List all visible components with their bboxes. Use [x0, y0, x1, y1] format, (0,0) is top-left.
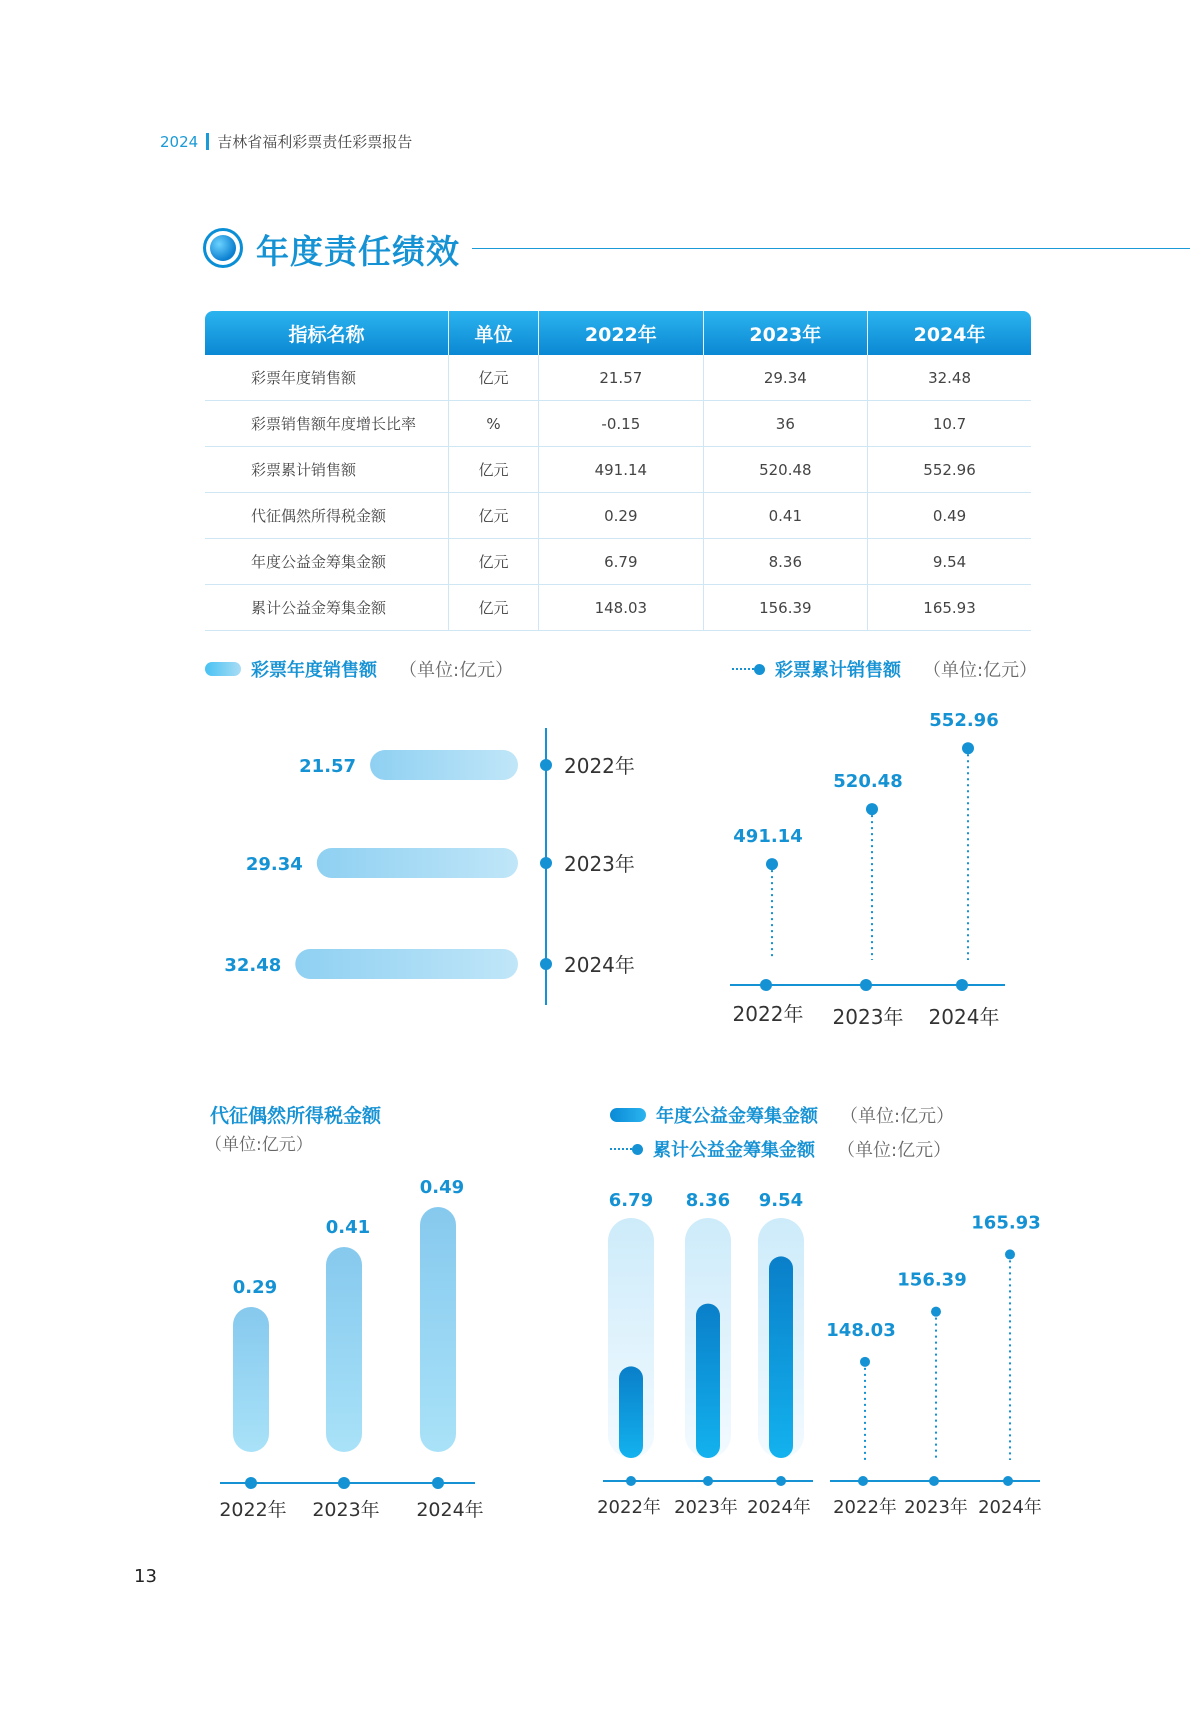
- tax-chart-title: 代征偶然所得税金额: [210, 1105, 382, 1127]
- table-cell: 亿元: [449, 539, 539, 585]
- bar: [769, 1256, 793, 1458]
- tick-label: 2024年: [978, 1497, 1042, 1518]
- tick-label: 2022年: [597, 1497, 661, 1518]
- tick-label: 2022年: [219, 1499, 287, 1521]
- section-title: 年度责任绩效: [256, 232, 460, 271]
- axis-dot: [626, 1476, 636, 1486]
- data-label: 21.57: [299, 756, 357, 777]
- table-cell: 156.39: [703, 585, 868, 631]
- table-cell: 彩票销售额年度增长比率: [205, 401, 449, 447]
- bar: [295, 949, 518, 979]
- axis-dot: [245, 1477, 257, 1489]
- table-cell: 0.41: [703, 493, 868, 539]
- data-label: 29.34: [245, 854, 303, 875]
- table-cell: 21.57: [539, 355, 704, 401]
- table-header: 2023年: [703, 311, 868, 355]
- data-label: 156.39: [897, 1269, 967, 1291]
- table-cell: 8.36: [703, 539, 868, 585]
- table-header: 2024年: [868, 311, 1031, 355]
- axis-dot: [1003, 1476, 1013, 1486]
- table-header: 单位: [449, 311, 539, 355]
- data-label: 9.54: [758, 1190, 804, 1211]
- tick-label: 2024年: [564, 953, 635, 977]
- table-cell: 亿元: [449, 585, 539, 631]
- header-year: 2024: [160, 132, 199, 151]
- header-title: 吉林省福利彩票责任彩票报告: [217, 133, 413, 151]
- data-point: [766, 858, 778, 870]
- legend-title: 年度公益金筹集金额: [656, 1106, 818, 1127]
- table-cell: 6.79: [539, 539, 704, 585]
- bar: [233, 1307, 269, 1452]
- table-cell: 彩票累计销售额: [205, 447, 449, 493]
- axis-dot: [776, 1476, 786, 1486]
- data-point: [866, 803, 878, 815]
- axis-dot: [760, 979, 772, 991]
- table-cell: 148.03: [539, 585, 704, 631]
- tick-label: 2024年: [747, 1497, 811, 1518]
- table-cell: 10.7: [868, 401, 1031, 447]
- data-point: [1005, 1249, 1015, 1259]
- table-cell: 520.48: [703, 447, 868, 493]
- tick-label: 2024年: [928, 1005, 1000, 1029]
- data-label: 8.36: [685, 1190, 731, 1211]
- data-label: 148.03: [826, 1319, 896, 1341]
- bar: [420, 1207, 456, 1452]
- table-cell: 165.93: [868, 585, 1031, 631]
- table-cell: 552.96: [868, 447, 1031, 493]
- bar: [696, 1304, 720, 1458]
- legend-unit: （单位:亿元）: [840, 1106, 955, 1127]
- table-cell: 32.48: [868, 355, 1031, 401]
- table-cell: 9.54: [868, 539, 1031, 585]
- table-cell: 0.49: [868, 493, 1031, 539]
- data-label: 6.79: [608, 1190, 654, 1211]
- table-cell: 代征偶然所得税金额: [205, 493, 449, 539]
- legend-unit: （单位:亿元）: [923, 660, 1038, 681]
- data-point: [962, 742, 974, 754]
- table-cell: 亿元: [449, 493, 539, 539]
- tick-label: 2023年: [312, 1499, 380, 1521]
- bar: [370, 750, 518, 780]
- tick-label: 2023年: [674, 1497, 738, 1518]
- tick-label: 2023年: [832, 1005, 904, 1029]
- table-cell: 彩票年度销售额: [205, 355, 449, 401]
- axis-dot: [860, 979, 872, 991]
- bar: [317, 848, 518, 878]
- axis-dot: [338, 1477, 350, 1489]
- data-point: [931, 1307, 941, 1317]
- table-cell: 491.14: [539, 447, 704, 493]
- axis-dot: [432, 1477, 444, 1489]
- table-cell: 0.29: [539, 493, 704, 539]
- table-cell: %: [449, 401, 539, 447]
- table-cell: 36: [703, 401, 868, 447]
- bar: [619, 1366, 643, 1458]
- tick-label: 2022年: [732, 1002, 804, 1026]
- axis-dot: [540, 958, 552, 970]
- axis-dot: [703, 1476, 713, 1486]
- tick-label: 2023年: [564, 852, 635, 876]
- tick-label: 2022年: [833, 1497, 897, 1518]
- table-cell: 亿元: [449, 355, 539, 401]
- data-point: [860, 1357, 870, 1367]
- axis-dot: [540, 857, 552, 869]
- tick-label: 2022年: [564, 754, 635, 778]
- table-cell: 亿元: [449, 447, 539, 493]
- legend-title: 彩票年度销售额: [251, 660, 377, 681]
- table-header: 2022年: [539, 311, 704, 355]
- table-cell: -0.15: [539, 401, 704, 447]
- bar: [326, 1247, 362, 1452]
- data-label: 520.48: [833, 771, 903, 793]
- axis-dot: [858, 1476, 868, 1486]
- tick-label: 2023年: [904, 1497, 968, 1518]
- data-label: 0.29: [232, 1277, 278, 1298]
- data-label: 0.49: [419, 1177, 465, 1198]
- table-cell: 年度公益金筹集金额: [205, 539, 449, 585]
- data-label: 491.14: [733, 826, 803, 848]
- tax-chart-unit: （单位:亿元）: [205, 1135, 313, 1155]
- table-cell: 累计公益金筹集金额: [205, 585, 449, 631]
- data-label: 552.96: [929, 710, 999, 732]
- data-label: 32.48: [224, 955, 282, 976]
- table-cell: 29.34: [703, 355, 868, 401]
- legend-title: 累计公益金筹集金额: [653, 1140, 815, 1161]
- legend-unit: （单位:亿元）: [837, 1140, 952, 1161]
- axis-dot: [956, 979, 968, 991]
- legend-unit: （单位:亿元）: [399, 660, 514, 681]
- axis-dot: [929, 1476, 939, 1486]
- data-label: 165.93: [971, 1212, 1041, 1234]
- table-header: 指标名称: [205, 311, 449, 355]
- tick-label: 2024年: [416, 1499, 484, 1521]
- page-number: 13: [134, 1566, 157, 1587]
- legend-title: 彩票累计销售额: [775, 660, 901, 681]
- axis-dot: [540, 759, 552, 771]
- data-label: 0.41: [325, 1217, 371, 1238]
